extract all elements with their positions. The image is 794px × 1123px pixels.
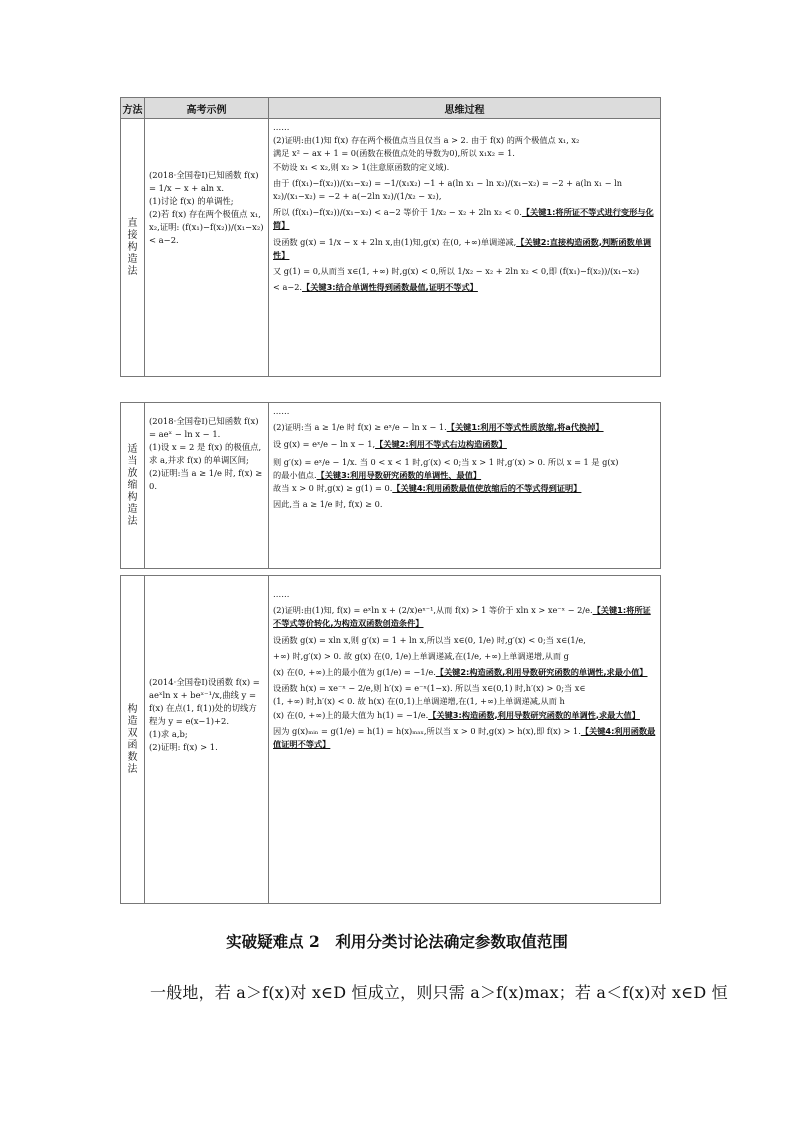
process-line: …… [273, 406, 290, 416]
process-line: +∞) 时,g′(x) > 0. 故 g(x) 在(0, 1/e)上单调递减,在(1/e, +∞)上单调递增,从而 g [273, 650, 569, 661]
process-line: (x) 在(0, +∞)上的最小值为 g(1/e) = −1/e. [273, 667, 436, 678]
process-cell-double-function [269, 576, 661, 904]
process-line: …… [273, 122, 290, 132]
process-line: (2)证明:当 a ≥ 1/e 时 f(x) ≥ eˣ/e − ln x − 1. [273, 422, 447, 433]
process-line: 满足 x² − ax + 1 = 0(函数在极值点处的导数为0),所以 x₁x₂ = 1. [273, 148, 515, 159]
process-line: (2)证明:由(1)知, f(x) = eˣln x + (2/x)eˣ⁻¹,从而 f(x) > 1 等价于 xln x > xe⁻ˣ − 2/e. [273, 605, 593, 616]
process-line: 因为 g(x)ₘᵢₙ = g(1/e) = h(1) = h(x)ₘₐₓ,所以当 x > 0 时,g(x) > h(x),即 f(x) > 1. [273, 725, 581, 736]
process-line: (x) 在(0, +∞)上的最大值为 h(1) = −1/e. [273, 709, 429, 720]
example-line: (1)求 a,b; [149, 729, 188, 739]
example-line: (2)证明: f(x) > 1. [149, 742, 218, 752]
key-point-2: 【关键2:直接构造函数,判断函数单调性】 [273, 236, 652, 260]
process-line: 的最小值点. [273, 469, 317, 480]
example-line: (2018·全国卷Ⅰ)已知函数 f(x) = 1/x − x + aln x. [149, 170, 259, 193]
key-point-2: 【关键2:构造函数,利用导数研究函数的单调性,求最小值】 [435, 667, 648, 678]
method-table-part-3 [120, 575, 661, 904]
method-table-part-2 [120, 402, 661, 569]
process-line: 则 g′(x) = eˣ/e − 1/x. 当 0 < x < 1 时,g′(x) < 0;当 x > 1 时,g′(x) > 0. 所以 x = 1 是 g(x) [273, 456, 619, 467]
example-line: (2)若 f(x) 存在两个极值点 x₁, x₂,证明: (f(x₁)−f(x₂))/(x₁−x₂) < a−2. [149, 209, 264, 245]
process-line: (1, +∞) 时,h′(x) < 0. 故 h(x) 在(0,1)上单调递增,在(1, +∞)上单调递减,从而 h [273, 696, 565, 707]
process-line: 故当 x > 0 时,g(x) ≥ g(1) = 0. [273, 483, 393, 494]
header-example: 高考示例 [145, 98, 269, 119]
example-cell-2018-2 [145, 403, 269, 569]
process-line: 设函数 g(x) = 1/x − x + 2ln x,由(1)知,g(x) 在(0, +∞)单调递减, [273, 236, 517, 247]
example-cell-2014 [145, 576, 269, 904]
key-point-1: 【关键1:利用不等式性质放缩,将a代换掉】 [446, 422, 604, 433]
process-line: 所以 (f(x₁)−f(x₂))/(x₁−x₂) < a−2 等价于 1/x₂ − x₂ + 2ln x₂ < 0. [273, 207, 522, 218]
process-line: 设函数 g(x) = xln x,则 g′(x) = 1 + ln x,所以当 x∈(0, 1/e) 时,g′(x) < 0;当 x∈(1/e, [273, 634, 586, 645]
example-line: (1)讨论 f(x) 的单调性; [149, 196, 234, 206]
process-line: < a−2. [273, 282, 303, 293]
process-line: 由于 (f(x₁)−f(x₂))/(x₁−x₂) = −1/(x₁x₂) −1 + a(ln x₁ − ln x₂)/(x₁−x₂) = −2 + a(ln x₁ − ln x₂)/(x₁−x₂) = −2 + a(−2ln x₂)/(1/x₂ − x₂), [273, 177, 623, 202]
method-table-part-1 [120, 97, 661, 377]
process-line: …… [273, 589, 290, 599]
header-method: 方法 [121, 98, 145, 119]
body-paragraph: 一般地，若 a＞f(x)对 x∈D 恒成立，则只需 a＞f(x)max；若 a＜f(x)对 x∈D 恒 [150, 983, 728, 1002]
key-point-3: 【关键3:利用导数研究函数的单调性、最值】 [316, 469, 482, 480]
key-point-4: 【关键4:利用函数最值证明不等式】 [273, 725, 656, 750]
process-line: (2)证明:由(1)知 f(x) 存在两个极值点当且仅当 a > 2. 由于 f(x) 的两个极值点 x₁, x₂ [273, 135, 580, 146]
example-line: (2018·全国卷Ⅰ)已知函数 f(x) = aeˣ − ln x − 1. [149, 416, 259, 439]
process-line: 不妨设 x₁ < x₂,则 x₂ > 1(注意原函数的定义域). [273, 161, 450, 172]
process-line: 设 g(x) = eˣ/e − ln x − 1, [273, 439, 376, 450]
section-title: 实破疑难点 2 利用分类讨论法确定参数取值范围 [226, 932, 568, 951]
key-point-1: 【关键1:将所证不等式进行变形与化简】 [273, 207, 654, 231]
example-line: (2)证明:当 a ≥ 1/e 时, f(x) ≥ 0. [149, 468, 263, 491]
method-cell-double-function: 构造双函数法 [121, 576, 145, 904]
process-cell-scaling [269, 403, 661, 569]
key-point-2: 【关键2:利用不等式右边构造函数】 [375, 439, 507, 450]
method-cell-scaling: 适当放缩构造法 [121, 403, 145, 569]
key-point-4: 【关键4:利用函数最值使放缩后的不等式得到证明】 [392, 483, 582, 494]
example-line: (2014·全国卷Ⅰ)设函数 f(x) = aeˣln x + beˣ⁻¹/x,曲线 y = f(x) 在点(1, f(1))处的切线方程为 y = e(x−1)+2. [149, 677, 260, 726]
process-cell-direct [269, 119, 661, 377]
method-cell-direct: 直接构造法 [121, 119, 145, 377]
process-line: 又 g(1) = 0,从而当 x∈(1, +∞) 时,g(x) < 0,所以 1/x₂ − x₂ + 2ln x₂ < 0,即 (f(x₁)−f(x₂))/(x₁−x₂) [273, 266, 640, 277]
header-process: 思维过程 [269, 98, 661, 119]
key-point-1: 【关键1:将所证不等式等价转化,为构造双函数创造条件】 [273, 605, 651, 629]
key-point-3: 【关键3:结合单调性得到函数最值,证明不等式】 [302, 282, 478, 293]
key-point-3: 【关键3:构造函数,利用导数研究函数的单调性,求最大值】 [428, 709, 640, 720]
process-line: 因此,当 a ≥ 1/e 时, f(x) ≥ 0. [273, 499, 383, 510]
example-cell-2018-1 [145, 119, 269, 377]
process-line: 设函数 h(x) = xe⁻ˣ − 2/e,则 h′(x) = e⁻ˣ(1−x). 所以当 x∈(0,1) 时,h′(x) > 0;当 x∈ [273, 683, 586, 694]
example-line: (1)设 x = 2 是 f(x) 的极值点,求 a,并求 f(x) 的单调区间; [149, 442, 262, 465]
